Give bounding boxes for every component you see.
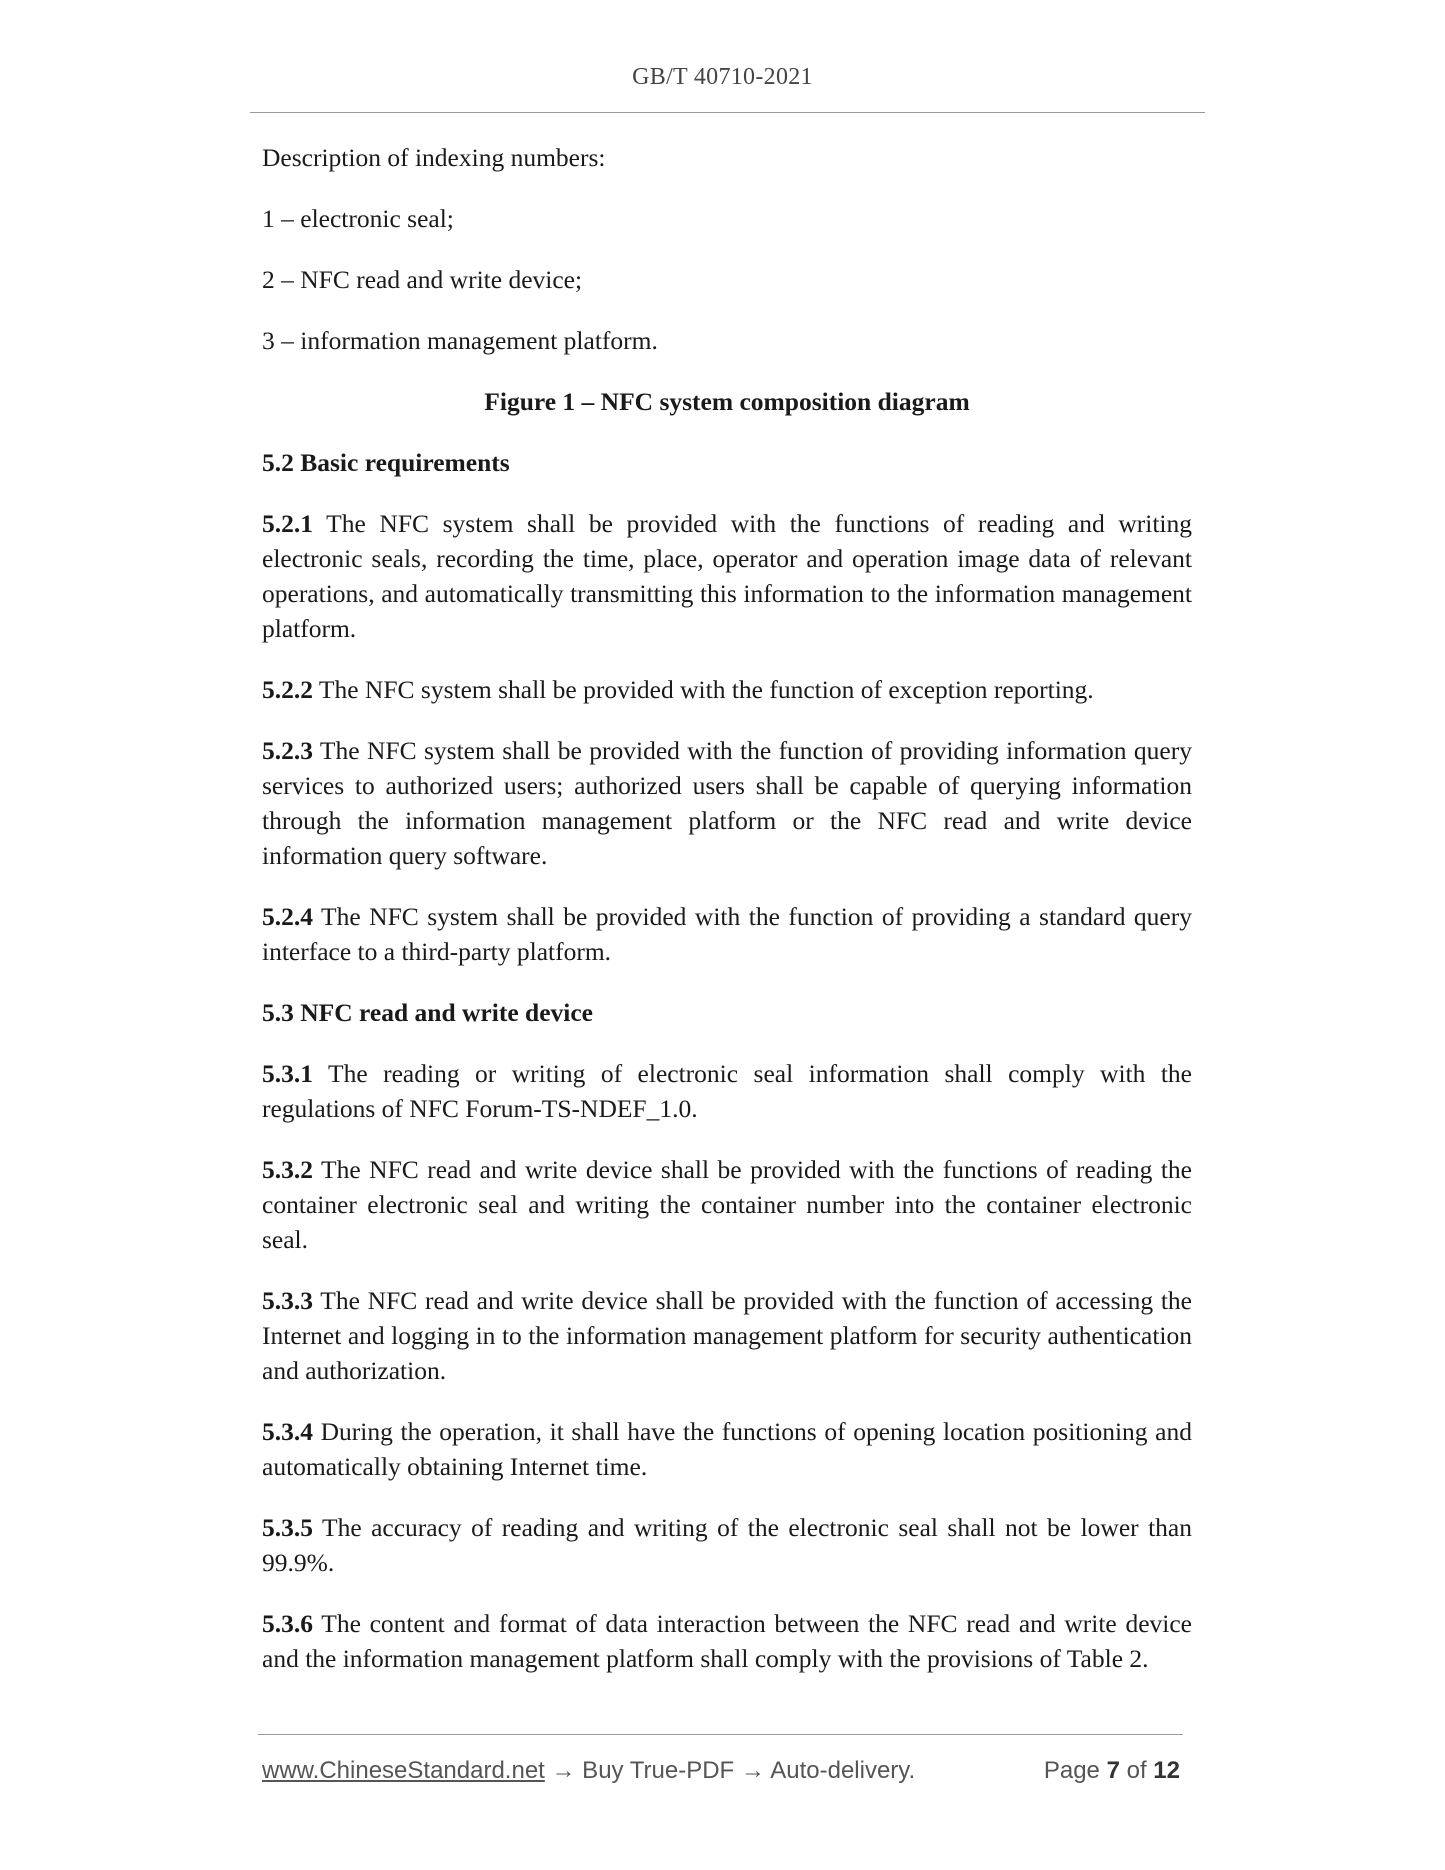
clause-number: 5.2.2 bbox=[262, 675, 313, 704]
clause-text: The reading or writing of electronic seal information shall comply with the regulations of NFC Forum-TS-NDEF_1.0. bbox=[262, 1059, 1192, 1123]
clause-number: 5.3.3 bbox=[262, 1286, 313, 1315]
legend-item-1: 1 – electronic seal; bbox=[262, 204, 454, 233]
footer-divider bbox=[258, 1734, 1183, 1735]
clause-text: The NFC system shall be provided with the function of providing a standard query interface to a third-party platform. bbox=[262, 902, 1192, 966]
clause-text: During the operation, it shall have the functions of opening location positioning and automatically obtaining Internet time. bbox=[262, 1417, 1192, 1481]
page-total: 12 bbox=[1153, 1757, 1180, 1784]
clause-5-3-1 bbox=[262, 1056, 1192, 1126]
page-content bbox=[262, 140, 1192, 1702]
clause-5-3-3 bbox=[262, 1283, 1192, 1388]
clause-number: 5.2.1 bbox=[262, 509, 313, 538]
header-divider bbox=[250, 112, 1205, 113]
clause-5-3-5 bbox=[262, 1510, 1192, 1580]
page-indicator bbox=[1044, 1757, 1180, 1785]
legend-intro: Description of indexing numbers: bbox=[262, 143, 606, 172]
clause-number: 5.3.4 bbox=[262, 1417, 313, 1446]
page-current: 7 bbox=[1106, 1757, 1120, 1784]
clause-text: The NFC system shall be provided with the function of exception reporting. bbox=[313, 675, 1094, 704]
section-heading-5-2: 5.2 Basic requirements bbox=[262, 448, 510, 477]
website-link[interactable]: www.ChineseStandard.net bbox=[262, 1757, 545, 1784]
clause-text: The accuracy of reading and writing of the electronic seal shall not be lower than 99.9%. bbox=[262, 1513, 1192, 1577]
clause-5-3-2 bbox=[262, 1152, 1192, 1257]
clause-text: The NFC system shall be provided with the function of providing information query services to authorized users; authorized users shall be capable of querying information through the information management platform or the NFC read and write device information query software. bbox=[262, 736, 1192, 870]
page-label: Page bbox=[1043, 1757, 1100, 1784]
clause-text: The NFC read and write device shall be provided with the functions of reading the container electronic seal and writing the container number into the container electronic seal. bbox=[262, 1155, 1192, 1254]
clause-number: 5.2.4 bbox=[262, 902, 313, 931]
clause-5-3-6 bbox=[262, 1606, 1192, 1676]
clause-5-2-2 bbox=[262, 672, 1192, 707]
clause-5-2-1 bbox=[262, 506, 1192, 646]
clause-5-3-4 bbox=[262, 1414, 1192, 1484]
clause-number: 5.3.2 bbox=[262, 1155, 313, 1184]
document-header-code: GB/T 40710-2021 bbox=[632, 64, 813, 90]
clause-number: 5.3.6 bbox=[262, 1609, 313, 1638]
clause-number: 5.3.5 bbox=[262, 1513, 313, 1542]
legend-item-3: 3 – information management platform. bbox=[262, 326, 658, 355]
legend-item-2: 2 – NFC read and write device; bbox=[262, 265, 583, 294]
clause-text: The content and format of data interaction between the NFC read and write device and the information management platform shall comply with the provisions of Table 2. bbox=[262, 1609, 1192, 1673]
footer-promo-text: → Buy True-PDF → Auto-delivery. bbox=[544, 1757, 916, 1784]
clause-5-2-3 bbox=[262, 733, 1192, 873]
clause-number: 5.2.3 bbox=[262, 736, 313, 765]
clause-text: The NFC read and write device shall be provided with the function of accessing the Internet and logging in to the information management platform for security authentication and authorization. bbox=[262, 1286, 1192, 1385]
clause-number: 5.3.1 bbox=[262, 1059, 313, 1088]
figure-caption: Figure 1 – NFC system composition diagram bbox=[484, 387, 970, 416]
section-heading-5-3: 5.3 NFC read and write device bbox=[262, 998, 593, 1027]
page-footer bbox=[262, 1757, 1184, 1785]
clause-text: The NFC system shall be provided with the functions of reading and writing electronic seals, recording the time, place, operator and operation image data of relevant operations, and automatically transmitting this information to the information management platform. bbox=[262, 509, 1192, 643]
clause-5-2-4 bbox=[262, 899, 1192, 969]
page-of-label: of bbox=[1126, 1757, 1147, 1784]
